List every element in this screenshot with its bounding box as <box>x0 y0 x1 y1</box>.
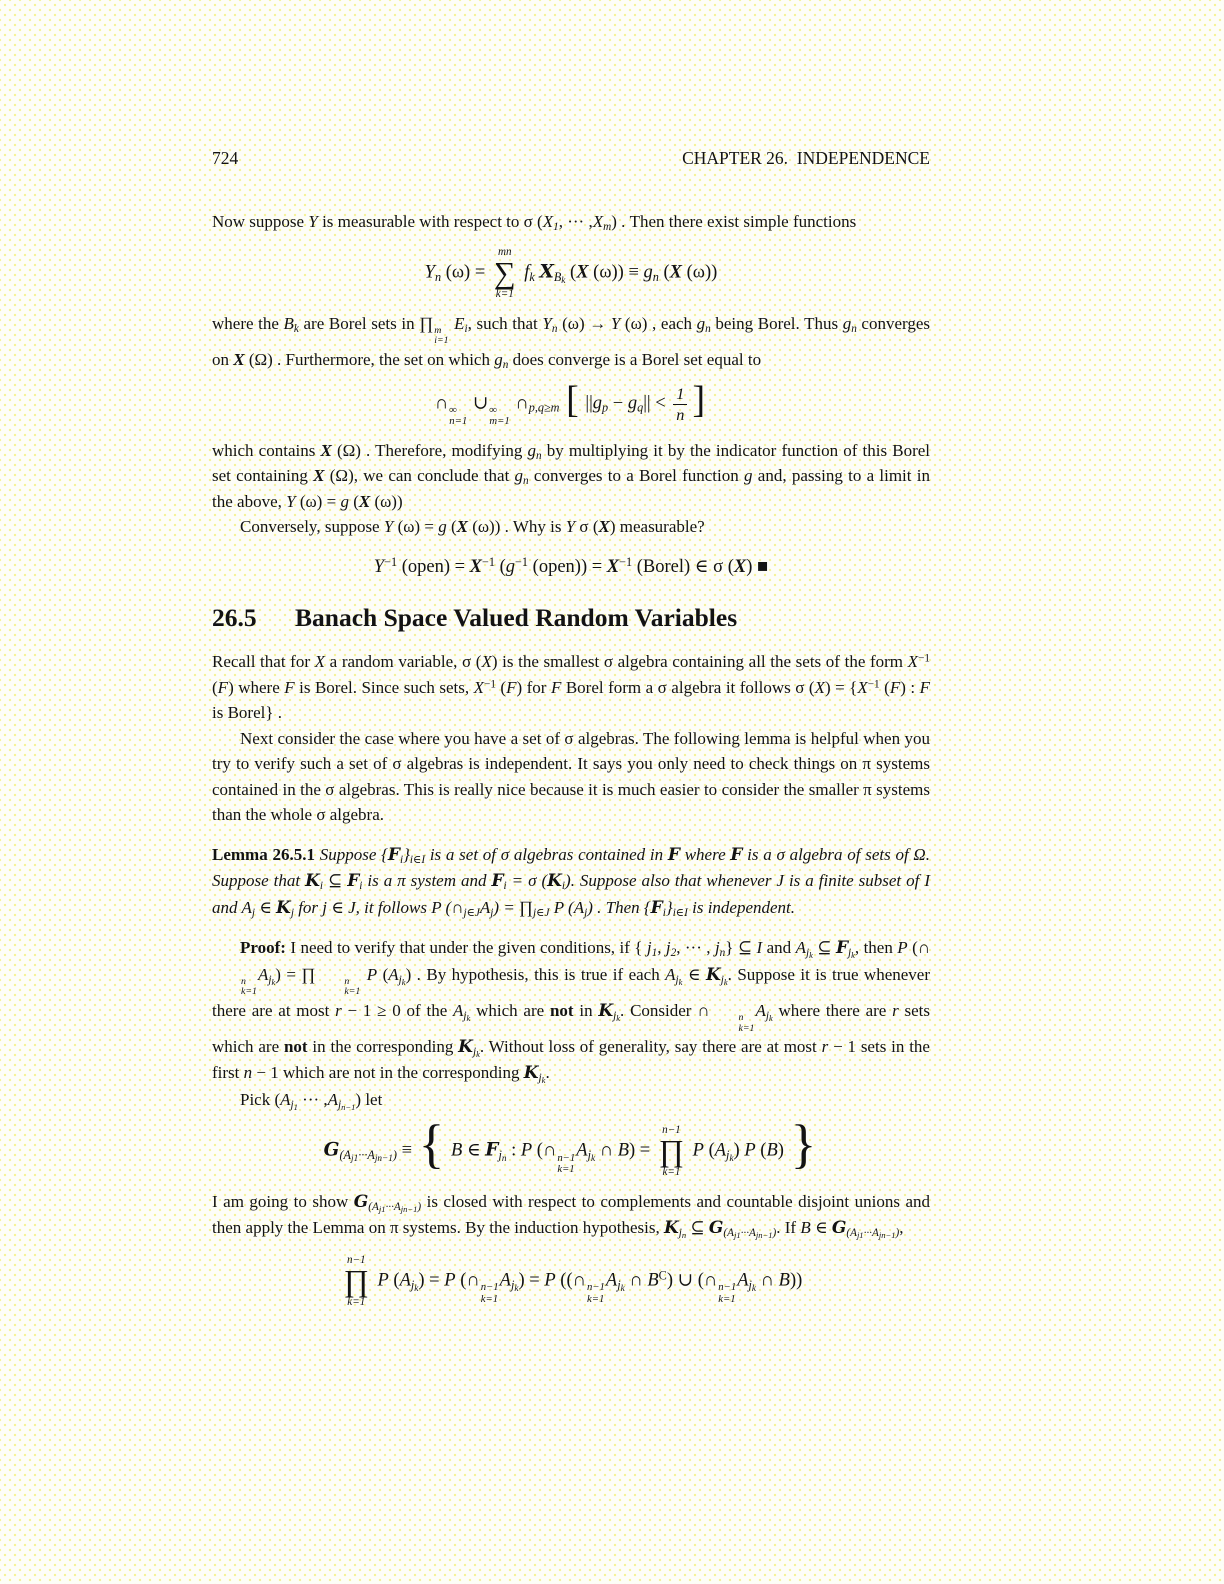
lemma-label: Lemma 26.5.1 <box>212 844 315 864</box>
paragraph-pick: Pick ($Aj_1$ ··· $,Aj_{n-1}$) let <box>240 1089 383 1112</box>
paragraph-which-contains: which contains X (Ω) . Therefore, modifying gn by multiplying it by the indicator function of this Borel set containing X (Ω), we can conclude that gn converges to a Borel function g and, passing to a limit in the above, Y (ω) = g (X (ω)) <box>212 440 930 511</box>
paragraph-i-am-going-to-show: I am going to show $G(A_{j1}\cdot\cdot\cdot A_{jn-1})$ is closed with respect to complements and countable disjoint unions and then apply the Lemma on π systems. By the induction hypothesis, $Kj_n$ ⊆ $G(A_{j1}\cdot\cdot\cdot A_{jn-1})$. If B ∈ $G(A_{j1}\cdot\cdot\cdot A_{jn-1})$, <box>212 1191 930 1241</box>
section-title: Banach Space Valued Random Variables <box>295 602 738 632</box>
equation-simple-functions: Yn (ω) = mn ∑ k=1 fk $XB_k$ (X (ω)) ≡ gn (X (ω)) <box>424 246 718 300</box>
equation-g-class-definition: $G(A_{j1}\cdot\cdot\cdot A_{jn-1})$ ≡ { B ∈ $Fj_n$ : P (∩ n−1 k=1 $Aj_k$ ∩ B) = n−1 ∏ k=1 P $(Aj_k)$ P (B) } <box>323 1114 817 1179</box>
equation-convergence-set: ∩ ∞ n=1 ∪ ∞ m=1 ∩p,q≥m [ ||gp − gq|| < $\frac{1}{n}$ ] <box>434 379 706 428</box>
equation-y-inverse-open: $Y^{-1}$ (open) = $X^{-1}$ ($g^{-1}$ (open)) = $X^{-1}$ (Borel) ∈ σ (X) ■ <box>373 554 769 577</box>
proof-paragraph <box>212 935 930 1087</box>
proof-label: Proof: <box>240 938 286 958</box>
page-number: 724 <box>212 148 239 168</box>
chapter-running-title: CHAPTER 26. INDEPENDENCE <box>682 148 930 168</box>
proof-body: I need to verify that under the given conditions, if { j1, j2, ··· , jn} ⊆ I and $Aj_k$ ⊆ $Fj_k$, then P (∩ n k=1 $Aj_k$) = ∏ n k=1 P $(Aj_k)$ . By hypothesis, this is true if each $Aj_k$ ∈ $Kj_k$. Suppose it is true whenever there are at most r − 1 ≥ 0 of the $Aj_k$ which are not in $Kj_k$. Consider ∩ n k=1 $Aj_k$ where there are r sets which are not in the corresponding $Kj_k$. Without loss of generality, say there are at most r − 1 sets in the first n − 1 which are not in the corresponding $Kj_k$. <box>212 938 931 1086</box>
lemma-26-5-1 <box>212 842 930 922</box>
equation-product-decomposition: n−1 ∏ k=1 P $(Aj_k) = P$ (∩ n−1 k=1 $Aj_k) = P$ ((∩ n−1 k=1 $Aj_k$ ∩ $B^C$) ∪ (∩ n−1 k=1 $Aj_k$ ∩ B)) <box>343 1253 803 1308</box>
section-heading <box>212 603 930 632</box>
paragraph-now-suppose: Now suppose Y is measurable with respect to σ (X1, ··· ,Xm) . Then there exist simple functions <box>212 211 857 233</box>
lemma-body: Suppose {Fi}i∈I is a set of σ algebras contained in F where F is a σ algebra of sets of Ω. Suppose that Ki ⊆ Fi is a π system and Fi = σ (Ki). Suppose also that whenever J is a finite subset of I and Aj ∈ Kj for j ∈ J, it follows P (∩j∈JAj) = ∏j∈J P (Aj) . Then {Fi}i∈I is independent. <box>212 844 931 919</box>
paragraph-next-consider: Next consider the case where you have a set of σ algebras. The following lemma is helpful when you try to verify such a set of σ algebras is independent. It says you only need to check things on π systems contained in the σ algebras. This is really nice because it is much easier to consider the smaller π systems than the whole σ algebra. <box>212 728 930 825</box>
page-content <box>212 146 930 1318</box>
paragraph-where-borel-sets: where the Bk are Borel sets in ∏ m i=1 Ei, such that Yn (ω) → Y (ω) , each gn being Borel. Thus gn converges on X (Ω) . Furthermore, the set on which gn does converge is a Borel set equal to <box>212 313 931 371</box>
page-header <box>212 146 930 172</box>
paragraph-recall: Recall that for X a random variable, σ (X) is the smallest σ algebra containing all the sets of the form $X^{-1}$ (F) where F is Borel. Since such sets, $X^{-1}$ (F) for F Borel form a σ algebra it follows σ $(X) = \{X^{-1}$ (F) : F is Borel} . <box>212 652 930 723</box>
section-number: 26.5 <box>212 602 257 632</box>
paragraph-conversely: Conversely, suppose Y (ω) = g (X (ω)) . Why is Y σ (X) measurable? <box>240 517 705 537</box>
